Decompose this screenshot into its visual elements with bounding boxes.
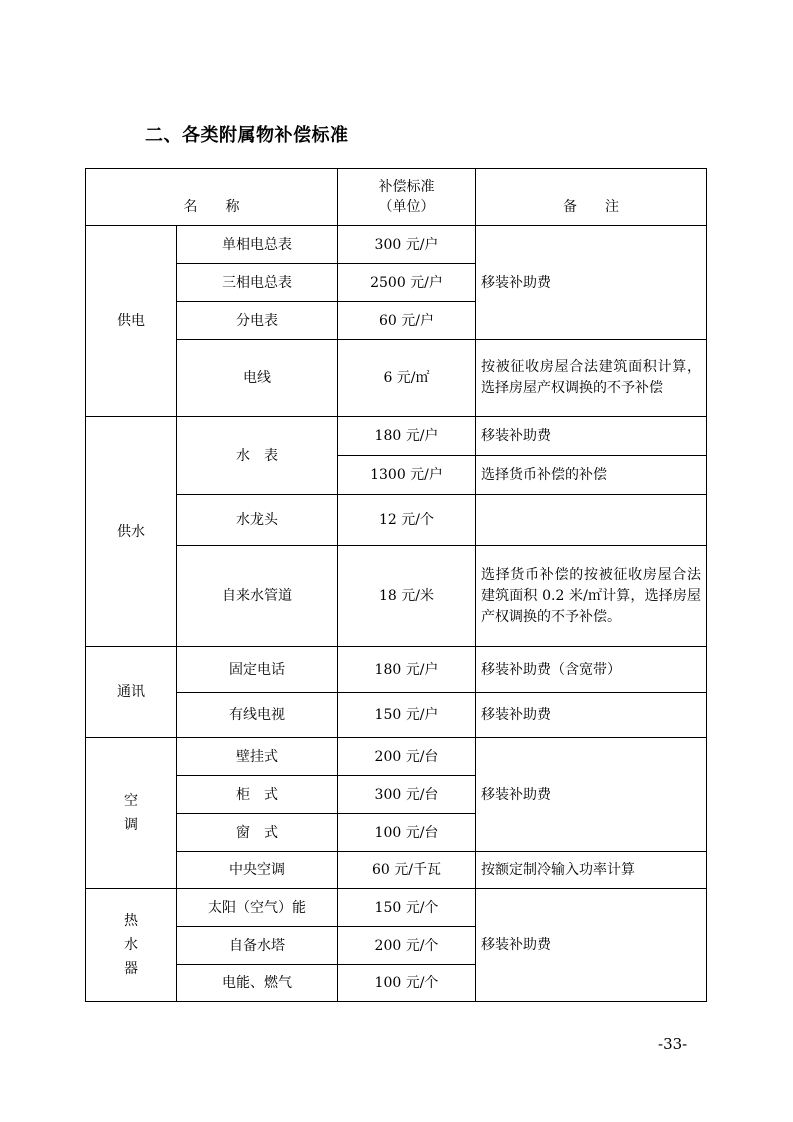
item-standard: 12 元/个 bbox=[338, 495, 476, 546]
item-note: 选择货币补偿的补偿 bbox=[476, 456, 707, 495]
header-standard-line2: （单位） bbox=[378, 199, 435, 215]
item-standard: 200 元/台 bbox=[338, 738, 476, 776]
item-note: 移装补助费 bbox=[476, 738, 707, 852]
category-heater-label bbox=[124, 909, 138, 981]
compensation-table bbox=[85, 168, 707, 1002]
category-heater-char: 器 bbox=[124, 961, 138, 977]
item-name: 太阳（空气）能 bbox=[177, 889, 338, 927]
header-note bbox=[476, 169, 707, 226]
item-standard: 60 元/千瓦 bbox=[338, 852, 476, 889]
item-name: 自来水管道 bbox=[177, 546, 338, 647]
category-ac-char: 空 bbox=[124, 793, 138, 809]
table-row bbox=[86, 495, 707, 546]
item-name: 分电表 bbox=[177, 302, 338, 340]
category-power: 供电 bbox=[86, 226, 177, 417]
item-note: 按额定制冷输入功率计算 bbox=[476, 852, 707, 889]
item-note: 移装补助费 bbox=[476, 417, 707, 456]
item-standard: 150 元/个 bbox=[338, 889, 476, 927]
item-note: 按被征收房屋合法建筑面积计算，选择房屋产权调换的不予补偿 bbox=[476, 340, 707, 417]
table-row bbox=[86, 546, 707, 647]
item-name: 柜 式 bbox=[177, 776, 338, 814]
item-standard: 100 元/台 bbox=[338, 814, 476, 852]
item-note: 移装补助费 bbox=[476, 693, 707, 738]
category-ac-char: 调 bbox=[124, 817, 138, 833]
item-standard: 6 元/㎡ bbox=[338, 340, 476, 417]
item-name: 固定电话 bbox=[177, 647, 338, 693]
item-standard: 180 元/户 bbox=[338, 647, 476, 693]
item-note bbox=[476, 495, 707, 546]
item-name: 单相电总表 bbox=[177, 226, 338, 264]
item-standard: 300 元/户 bbox=[338, 226, 476, 264]
item-name: 壁挂式 bbox=[177, 738, 338, 776]
item-name: 水龙头 bbox=[177, 495, 338, 546]
item-name: 电能、燃气 bbox=[177, 965, 338, 1002]
category-heater-char: 热 bbox=[124, 913, 138, 929]
item-standard: 2500 元/户 bbox=[338, 264, 476, 302]
item-standard: 60 元/户 bbox=[338, 302, 476, 340]
table-row bbox=[86, 647, 707, 693]
item-standard: 180 元/户 bbox=[338, 417, 476, 456]
category-heater-char: 水 bbox=[124, 937, 138, 953]
category-heater bbox=[86, 889, 177, 1002]
category-ac-label bbox=[124, 789, 138, 837]
table-row bbox=[86, 738, 707, 776]
table-row bbox=[86, 340, 707, 417]
section-title: 二、各类附属物补偿标准 bbox=[145, 125, 349, 146]
table-row bbox=[86, 852, 707, 889]
table-row bbox=[86, 226, 707, 264]
item-note: 移装补助费 bbox=[476, 226, 707, 340]
item-name: 自备水塔 bbox=[177, 927, 338, 965]
page-number: -33- bbox=[658, 1035, 688, 1053]
header-standard-line1: 补偿标准 bbox=[378, 179, 435, 195]
table-row bbox=[86, 693, 707, 738]
item-standard: 100 元/个 bbox=[338, 965, 476, 1002]
item-name: 有线电视 bbox=[177, 693, 338, 738]
item-standard: 150 元/户 bbox=[338, 693, 476, 738]
item-note: 移装补助费（含宽带） bbox=[476, 647, 707, 693]
header-name-label: 名 称 bbox=[183, 199, 240, 215]
item-standard: 200 元/个 bbox=[338, 927, 476, 965]
header-name bbox=[86, 169, 338, 226]
item-name: 窗 式 bbox=[177, 814, 338, 852]
header-note-label: 备 注 bbox=[563, 199, 619, 215]
item-standard: 300 元/台 bbox=[338, 776, 476, 814]
item-standard: 18 元/米 bbox=[338, 546, 476, 647]
header-standard bbox=[338, 169, 476, 226]
header-row bbox=[86, 169, 707, 226]
item-name: 三相电总表 bbox=[177, 264, 338, 302]
item-name: 电线 bbox=[177, 340, 338, 417]
category-water: 供水 bbox=[86, 417, 177, 647]
item-name: 中央空调 bbox=[177, 852, 338, 889]
category-ac bbox=[86, 738, 177, 889]
table-row bbox=[86, 889, 707, 927]
item-name: 水 表 bbox=[177, 417, 338, 495]
item-note: 选择货币补偿的按被征收房屋合法建筑面积 0.2 米/㎡计算，选择房屋产权调换的不予补偿。 bbox=[476, 546, 707, 647]
item-standard: 1300 元/户 bbox=[338, 456, 476, 495]
item-note: 移装补助费 bbox=[476, 889, 707, 1002]
table-row bbox=[86, 417, 707, 456]
category-telecom: 通讯 bbox=[86, 647, 177, 738]
